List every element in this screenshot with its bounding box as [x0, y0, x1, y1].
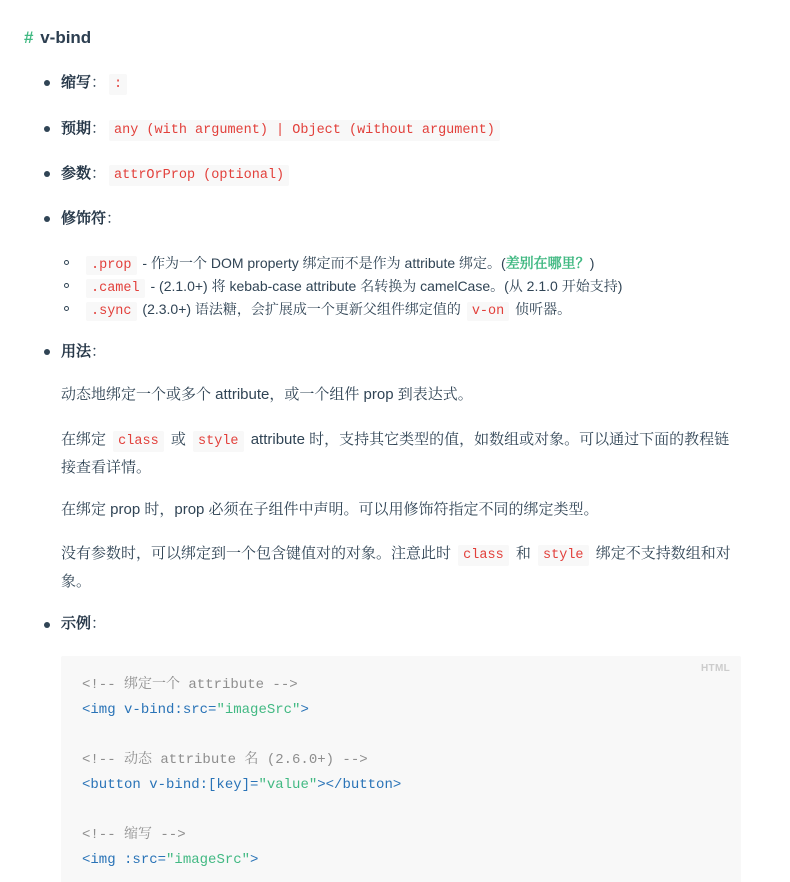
code-attr: :src=: [115, 852, 167, 868]
code-string: "imageSrc": [166, 852, 251, 868]
list-bullet: [44, 171, 50, 177]
code-tag: <button: [82, 777, 141, 793]
usage-text: attribute 时，支持其它类型的值，如数组或对象。可以通过下面的教程链接查看详情。: [61, 431, 730, 476]
code-tag: >: [300, 702, 309, 718]
usage-text: 或: [166, 431, 191, 448]
expects-value: any (with argument) | Object (without argument): [109, 120, 500, 141]
label-separator: ：: [91, 165, 107, 182]
modifiers-label: 修饰符: [61, 210, 107, 227]
shorthand-item: [61, 71, 130, 97]
modifier-camel-desc: - (2.1.0+) 将 kebab-case attribute 名转换为 camelCase。(从 2.1.0 开始支持): [146, 278, 623, 294]
code-comment: <!-- 绑定一个 attribute -->: [82, 677, 298, 693]
code-example-block: [61, 656, 741, 882]
modifier-sync-desc: (2.3.0+) 语法糖，会扩展成一个更新父组件绑定值的: [138, 301, 465, 317]
code-line: [82, 775, 401, 795]
modifier-sync-item: [84, 298, 571, 323]
usage-text: 和: [511, 545, 536, 562]
code-string: "imageSrc": [216, 702, 301, 718]
shorthand-label: 缩写: [61, 74, 92, 91]
style-code: style: [538, 545, 589, 566]
code-tag: <img: [82, 852, 116, 868]
sub-list-bullet: [64, 306, 69, 311]
modifier-sync-code: .sync: [86, 302, 137, 321]
shorthand-value: :: [109, 74, 127, 95]
class-code: class: [113, 431, 164, 452]
modifier-prop-desc-end: ): [589, 255, 595, 271]
argument-value: attrOrProp (optional): [109, 165, 289, 186]
code-line: [82, 675, 298, 695]
expects-item: [61, 117, 503, 143]
usage-label: 用法: [61, 343, 92, 360]
usage-text: 在绑定: [61, 431, 111, 448]
label-separator: ：: [106, 210, 122, 227]
code-line: [82, 850, 258, 870]
code-language-label: HTML: [701, 663, 730, 674]
heading-title: v-bind: [40, 28, 92, 47]
label-separator: ：: [91, 615, 107, 632]
v-on-code: v-on: [467, 302, 509, 321]
label-separator: ：: [91, 120, 107, 137]
usage-paragraph-2: [61, 427, 741, 481]
code-tag: <img: [82, 702, 116, 718]
argument-item: [61, 162, 292, 188]
example-item: [61, 612, 106, 636]
code-attr: v-bind:[key]=: [140, 777, 259, 793]
modifier-prop-desc: - 作为一个 DOM property 绑定而不是作为 attribute 绑定。(: [138, 255, 506, 271]
style-code: style: [193, 431, 244, 452]
usage-paragraph-3: 在绑定 prop 时，prop 必须在子组件中声明。可以用修饰符指定不同的绑定类型。: [61, 501, 599, 518]
list-bullet: [44, 349, 50, 355]
code-string: "value": [258, 777, 318, 793]
difference-link[interactable]: 差别在哪里？: [505, 255, 590, 271]
code-comment: <!-- 缩写 -->: [82, 827, 186, 843]
expects-label: 预期: [61, 120, 92, 137]
modifier-camel-code: .camel: [86, 279, 145, 298]
code-tag: ></button>: [317, 777, 402, 793]
code-comment: <!-- 动态 attribute 名 (2.6.0+) -->: [82, 752, 368, 768]
list-bullet: [44, 80, 50, 86]
code-attr: v-bind:src=: [115, 702, 217, 718]
argument-label: 参数: [61, 165, 92, 182]
usage-item: [61, 340, 106, 364]
code-line: [82, 825, 186, 845]
section-heading: [24, 26, 91, 50]
modifier-sync-desc-end: 侦听器。: [511, 301, 572, 317]
sub-list-bullet: [64, 260, 69, 265]
class-code: class: [458, 545, 509, 566]
modifier-prop-item: [84, 252, 594, 277]
modifier-camel-item: [84, 275, 622, 300]
list-bullet: [44, 216, 50, 222]
usage-paragraph-4: [61, 541, 741, 595]
label-separator: ：: [91, 343, 107, 360]
label-separator: ：: [91, 74, 107, 91]
list-bullet: [44, 126, 50, 132]
modifier-prop-code: .prop: [86, 256, 137, 275]
list-bullet: [44, 622, 50, 628]
code-line: [82, 700, 309, 720]
modifiers-item: [61, 207, 121, 231]
code-line: [82, 750, 368, 770]
usage-text: 绑定不支持数组和对象。: [61, 545, 731, 590]
sub-list-bullet: [64, 283, 69, 288]
usage-paragraph-1: 动态地绑定一个或多个 attribute，或一个组件 prop 到表达式。: [61, 386, 473, 403]
example-label: 示例: [61, 615, 92, 632]
heading-anchor-link[interactable]: #: [24, 28, 34, 47]
usage-text: 没有参数时，可以绑定到一个包含键值对的对象。注意此时: [61, 545, 456, 562]
code-tag: >: [250, 852, 259, 868]
